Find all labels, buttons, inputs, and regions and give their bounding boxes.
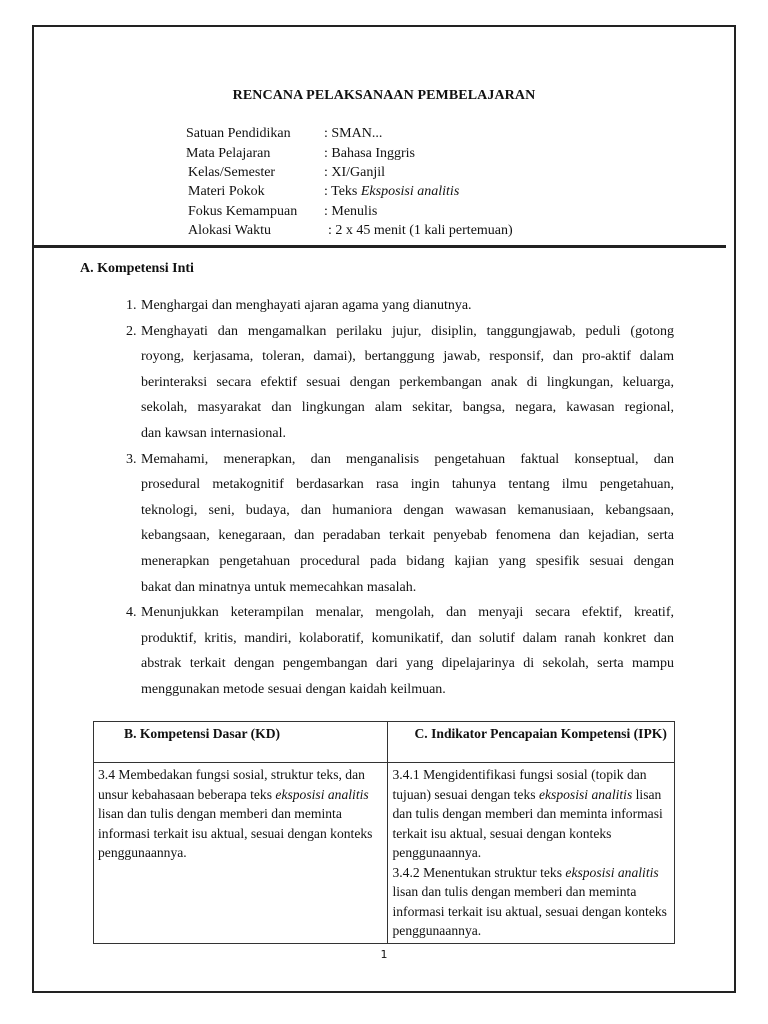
identity-value: : 2 x 45 menit (1 kali pertemuan) <box>328 223 513 238</box>
ipk-text: lisan dan tulis dengan memberi dan meminta informasi terkait isu aktual, sesuai dengan konteks penggunaannya. <box>392 786 663 860</box>
identity-label: Fokus Kemampuan <box>188 204 298 219</box>
item-line: menggunakan metode sesuai dengan kaidah keilmuan. <box>141 681 446 697</box>
header-divider <box>34 245 726 248</box>
item-line: sekolah, masyarakat dan lingkungan alam sekitar, bangsa, negara, kawasan regional, <box>141 400 674 416</box>
item-line: prosedural metakognitif berdasarkan rasa ingin tahunya tentang ilmu pengetahuan, <box>141 477 674 493</box>
item-line: royong, kerjasama, toleran, damai), bertanggung jawab, responsif, dan pro-aktif dalam <box>141 349 674 365</box>
kd-text: lisan dan tulis dengan memberi dan meminta informasi terkait isu aktual, sesuai dengan konteks penggunaannya. <box>98 806 373 860</box>
ipk-text-italic: eksposisi analitis <box>565 864 659 880</box>
ipk-text-italic: eksposisi analitis <box>538 786 633 802</box>
identity-value-italic: Eksposisi analitis <box>360 184 460 199</box>
kd-text: 3.4 Membedakan fungsi sosial, struktur teks, dan unsur kebahasaan beberapa teks <box>98 767 365 802</box>
item-line: kebangsaan, kenegaraan, dan peradaban terkait penyebab fenomena dan kejadian, serta <box>141 528 674 544</box>
header-kd: B. Kompetensi Dasar (KD) <box>94 722 388 763</box>
identity-label: Alokasi Waktu <box>188 223 271 238</box>
page-number: 1 <box>380 948 388 961</box>
table-row <box>94 763 675 944</box>
item-line: berinteraksi secara efektif sesuai dengan perkembangan anak di lingkungan, keluarga, <box>141 374 674 390</box>
item-line: Memahami, menerapkan, dan menganalisis pengetahuan faktual konseptual, dan <box>141 451 674 467</box>
item-line: Menunjukkan keterampilan menalar, mengolah, dan menyaji secara efektif, kreatif, <box>141 605 674 621</box>
item-line: abstrak terkait dengan pengembangan dari yang dipelajarinya di sekolah, serta mampu <box>141 656 674 672</box>
table-header-row <box>94 722 675 763</box>
ipk-cell <box>388 763 675 944</box>
item-number: 4. <box>126 605 137 621</box>
ipk-text: 3.4.2 Menentukan struktur teks <box>392 864 566 880</box>
kd-cell <box>94 763 388 944</box>
item-number: 2. <box>126 323 137 339</box>
document-title: RENCANA PELAKSANAAN PEMBELAJARAN <box>232 88 536 103</box>
identity-label: Materi Pokok <box>188 184 265 199</box>
ipk-item <box>392 765 670 863</box>
kd-text-italic: eksposisi analitis <box>275 786 369 802</box>
header-ipk: C. Indikator Pencapaian Kompetensi (IPK) <box>388 722 675 763</box>
ipk-item <box>392 863 670 941</box>
section-a-heading: A. Kompetensi Inti <box>80 261 194 276</box>
identity-value: : XI/Ganjil <box>324 165 386 180</box>
competency-table <box>93 721 675 944</box>
ipk-text: lisan dan tulis dengan memberi dan meminta informasi terkait isu aktual, sesuai dengan konteks penggunaannya. <box>392 884 667 938</box>
identity-label: Satuan Pendidikan <box>186 126 291 141</box>
item-line: Menghayati dan mengamalkan perilaku jujur, disiplin, tanggungjawab, peduli (gotong <box>141 323 674 339</box>
item-line: produktif, kritis, mandiri, kolaboratif, komunikatif, dan solutif dalam ranah konkret dan <box>141 630 674 646</box>
item-number: 3. <box>126 451 137 467</box>
identity-value: : Bahasa Inggris <box>324 146 415 161</box>
item-line: teknologi, seni, budaya, dan humaniora dengan wawasan kemanusiaan, kebangsaan, <box>141 502 674 518</box>
item-number: 1. <box>126 298 137 313</box>
item-line: menerapkan pengetahuan procedural pada bidang kajian yang spesifik sesuai dengan <box>141 553 674 569</box>
identity-value: : SMAN... <box>324 126 383 141</box>
identity-value: : Menulis <box>324 204 378 219</box>
identity-label: Kelas/Semester <box>188 165 276 180</box>
item-line: bakat dan minatnya untuk memecahkan masalah. <box>141 579 417 595</box>
item-line: dan kawsan internasional. <box>141 425 287 441</box>
item-line: Menghargai dan menghayati ajaran agama yang dianutnya. <box>141 298 472 313</box>
identity-value-prefix: : Teks <box>324 184 361 199</box>
identity-value <box>324 184 459 200</box>
identity-label: Mata Pelajaran <box>186 146 271 161</box>
ipk-text: 3.4.1 Mengidentifikasi fungsi sosial (topik dan tujuan) sesuai dengan teks <box>392 767 647 802</box>
